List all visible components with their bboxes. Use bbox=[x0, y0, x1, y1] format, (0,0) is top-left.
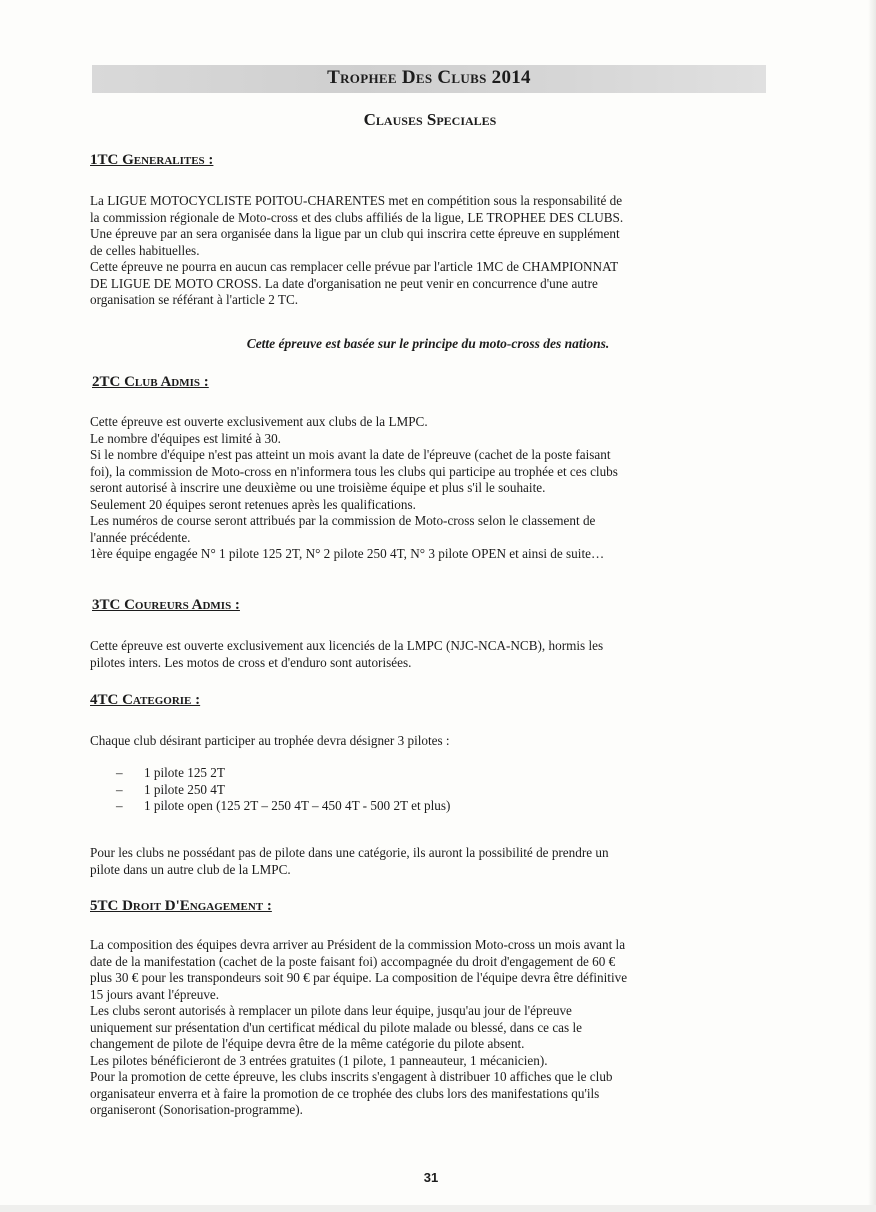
text-line: La composition des équipes devra arriver au Président de la commission Moto-cross un mois avant la bbox=[90, 937, 626, 952]
text-line: pilote dans un autre club de la LMPC. bbox=[90, 861, 291, 877]
dash-icon: – bbox=[116, 765, 123, 780]
text-line: changement de pilote de l'équipe devra être de la même catégorie du pilote absent. bbox=[90, 1036, 525, 1051]
text-line: Cette épreuve ne pourra en aucun cas remplacer celle prévue par l'article 1MC de CHAMPIONNAT bbox=[90, 259, 619, 274]
section-body-droit-engagement bbox=[90, 937, 780, 1119]
text-line: l'année précédente. bbox=[90, 529, 191, 545]
text-line: Si le nombre d'équipe n'est pas atteint un mois avant la date de l'épreuve (cachet de la poste faisant bbox=[90, 447, 611, 462]
text-line: uniquement sur présentation d'un certificat médical du pilote malade ou blessé, dans ce cas le bbox=[90, 1019, 582, 1035]
section-body-categorie bbox=[90, 845, 770, 878]
section-heading-club-admis: 2TC Club Admis : bbox=[92, 374, 209, 390]
page-title: Trophee Des Clubs 2014 bbox=[327, 67, 531, 88]
page-number: 31 bbox=[423, 1170, 439, 1185]
emphasis-note: Cette épreuve est basée sur le principe du moto-cross des nations. bbox=[246, 336, 610, 351]
text-line: la commission régionale de Moto-cross et des clubs affiliés de la ligue, LE TROPHEE DES CLUBS. bbox=[90, 209, 624, 225]
pilot-list bbox=[116, 765, 716, 815]
text-line: 1ère équipe engagée N° 1 pilote 125 2T, N° 2 pilote 250 4T, N° 3 pilote OPEN et ainsi de suite… bbox=[90, 546, 605, 561]
list-item: – 1 pilote 250 4T bbox=[116, 781, 225, 797]
section-body-coureurs-admis bbox=[90, 638, 770, 671]
section-heading-generalites: 1TC Generalites : bbox=[90, 152, 214, 168]
scan-bottom-edge bbox=[0, 1205, 876, 1212]
text-line: plus 30 € pour les transpondeurs soit 90 € par équipe. La composition de l'équipe devra être définitive bbox=[90, 970, 628, 985]
text-line: Les numéros de course seront attribués par la commission de Moto-cross selon le classement de bbox=[90, 513, 596, 528]
text-line: 15 jours avant l'épreuve. bbox=[90, 986, 220, 1002]
section-body-generalites bbox=[90, 193, 770, 309]
text-line: date de la manifestation (cachet de la poste faisant foi) accompagnée du droit d'engagement de 60 € bbox=[90, 953, 616, 969]
dash-icon: – bbox=[116, 781, 123, 797]
text-line: Cette épreuve est ouverte exclusivement aux clubs de la LMPC. bbox=[90, 414, 428, 429]
text-line: foi), la commission de Moto-cross en n'informera tous les clubs qui participe au trophée et ces clubs bbox=[90, 463, 618, 479]
scan-edge-shadow bbox=[868, 0, 876, 1212]
text-line: Chaque club désirant participer au trophée devra désigner 3 pilotes : bbox=[90, 733, 450, 748]
section-intro-categorie bbox=[90, 733, 770, 750]
text-line: Seulement 20 équipes seront retenues après les qualifications. bbox=[90, 496, 416, 512]
list-item: – 1 pilote 125 2T bbox=[116, 765, 225, 780]
text-line: seront autorisé à inscrire une deuxième ou une troisième équipe et plus s'il le souhaite. bbox=[90, 480, 546, 495]
text-line: Pour la promotion de cette épreuve, les clubs inscrits s'engagent à distribuer 10 affiches que le club bbox=[90, 1069, 613, 1084]
page-subtitle: Clauses Speciales bbox=[363, 110, 497, 129]
text-line: organisateur enverra et à faire la promotion de ce trophée des clubs lors des manifestations qu'ils bbox=[90, 1085, 600, 1101]
text-line: Les pilotes bénéficieront de 3 entrées gratuites (1 pilote, 1 panneauteur, 1 mécanicien). bbox=[90, 1052, 548, 1068]
list-item: – 1 pilote open (125 2T – 250 4T – 450 4T - 500 2T et plus) bbox=[116, 798, 451, 813]
section-heading-coureurs-admis: 3TC Coureurs Admis : bbox=[92, 597, 240, 613]
text-line: pilotes inters. Les motos de cross et d'enduro sont autorisées. bbox=[90, 654, 412, 670]
text-line: Cette épreuve est ouverte exclusivement aux licenciés de la LMPC (NJC-NCA-NCB), hormis les bbox=[90, 638, 604, 653]
text-line: La LIGUE MOTOCYCLISTE POITOU-CHARENTES met en compétition sous la responsabilité de bbox=[90, 193, 623, 208]
text-line: de celles habituelles. bbox=[90, 242, 200, 258]
text-line: Les clubs seront autorisés à remplacer un pilote dans leur équipe, jusqu'au jour de l'épreuve bbox=[90, 1003, 572, 1018]
text-line: Le nombre d'équipes est limité à 30. bbox=[90, 430, 281, 446]
text-line: organiseront (Sonorisation-programme). bbox=[90, 1102, 303, 1117]
text-line: organisation se référant à l'article 2 TC. bbox=[90, 292, 299, 307]
dash-icon: – bbox=[116, 798, 123, 813]
text-line: DE LIGUE DE MOTO CROSS. La date d'organisation ne peut venir en concurrence d'une autre bbox=[90, 275, 598, 291]
section-heading-categorie: 4TC Categorie : bbox=[90, 692, 201, 708]
text-line: Pour les clubs ne possédant pas de pilote dans une catégorie, ils auront la possibilité de prendre un bbox=[90, 845, 609, 860]
text-line: Une épreuve par an sera organisée dans la ligue par un club qui inscrira cette épreuve en supplément bbox=[90, 226, 620, 241]
section-body-club-admis bbox=[90, 414, 770, 563]
section-heading-droit-engagement: 5TC Droit D'Engagement : bbox=[90, 898, 272, 914]
